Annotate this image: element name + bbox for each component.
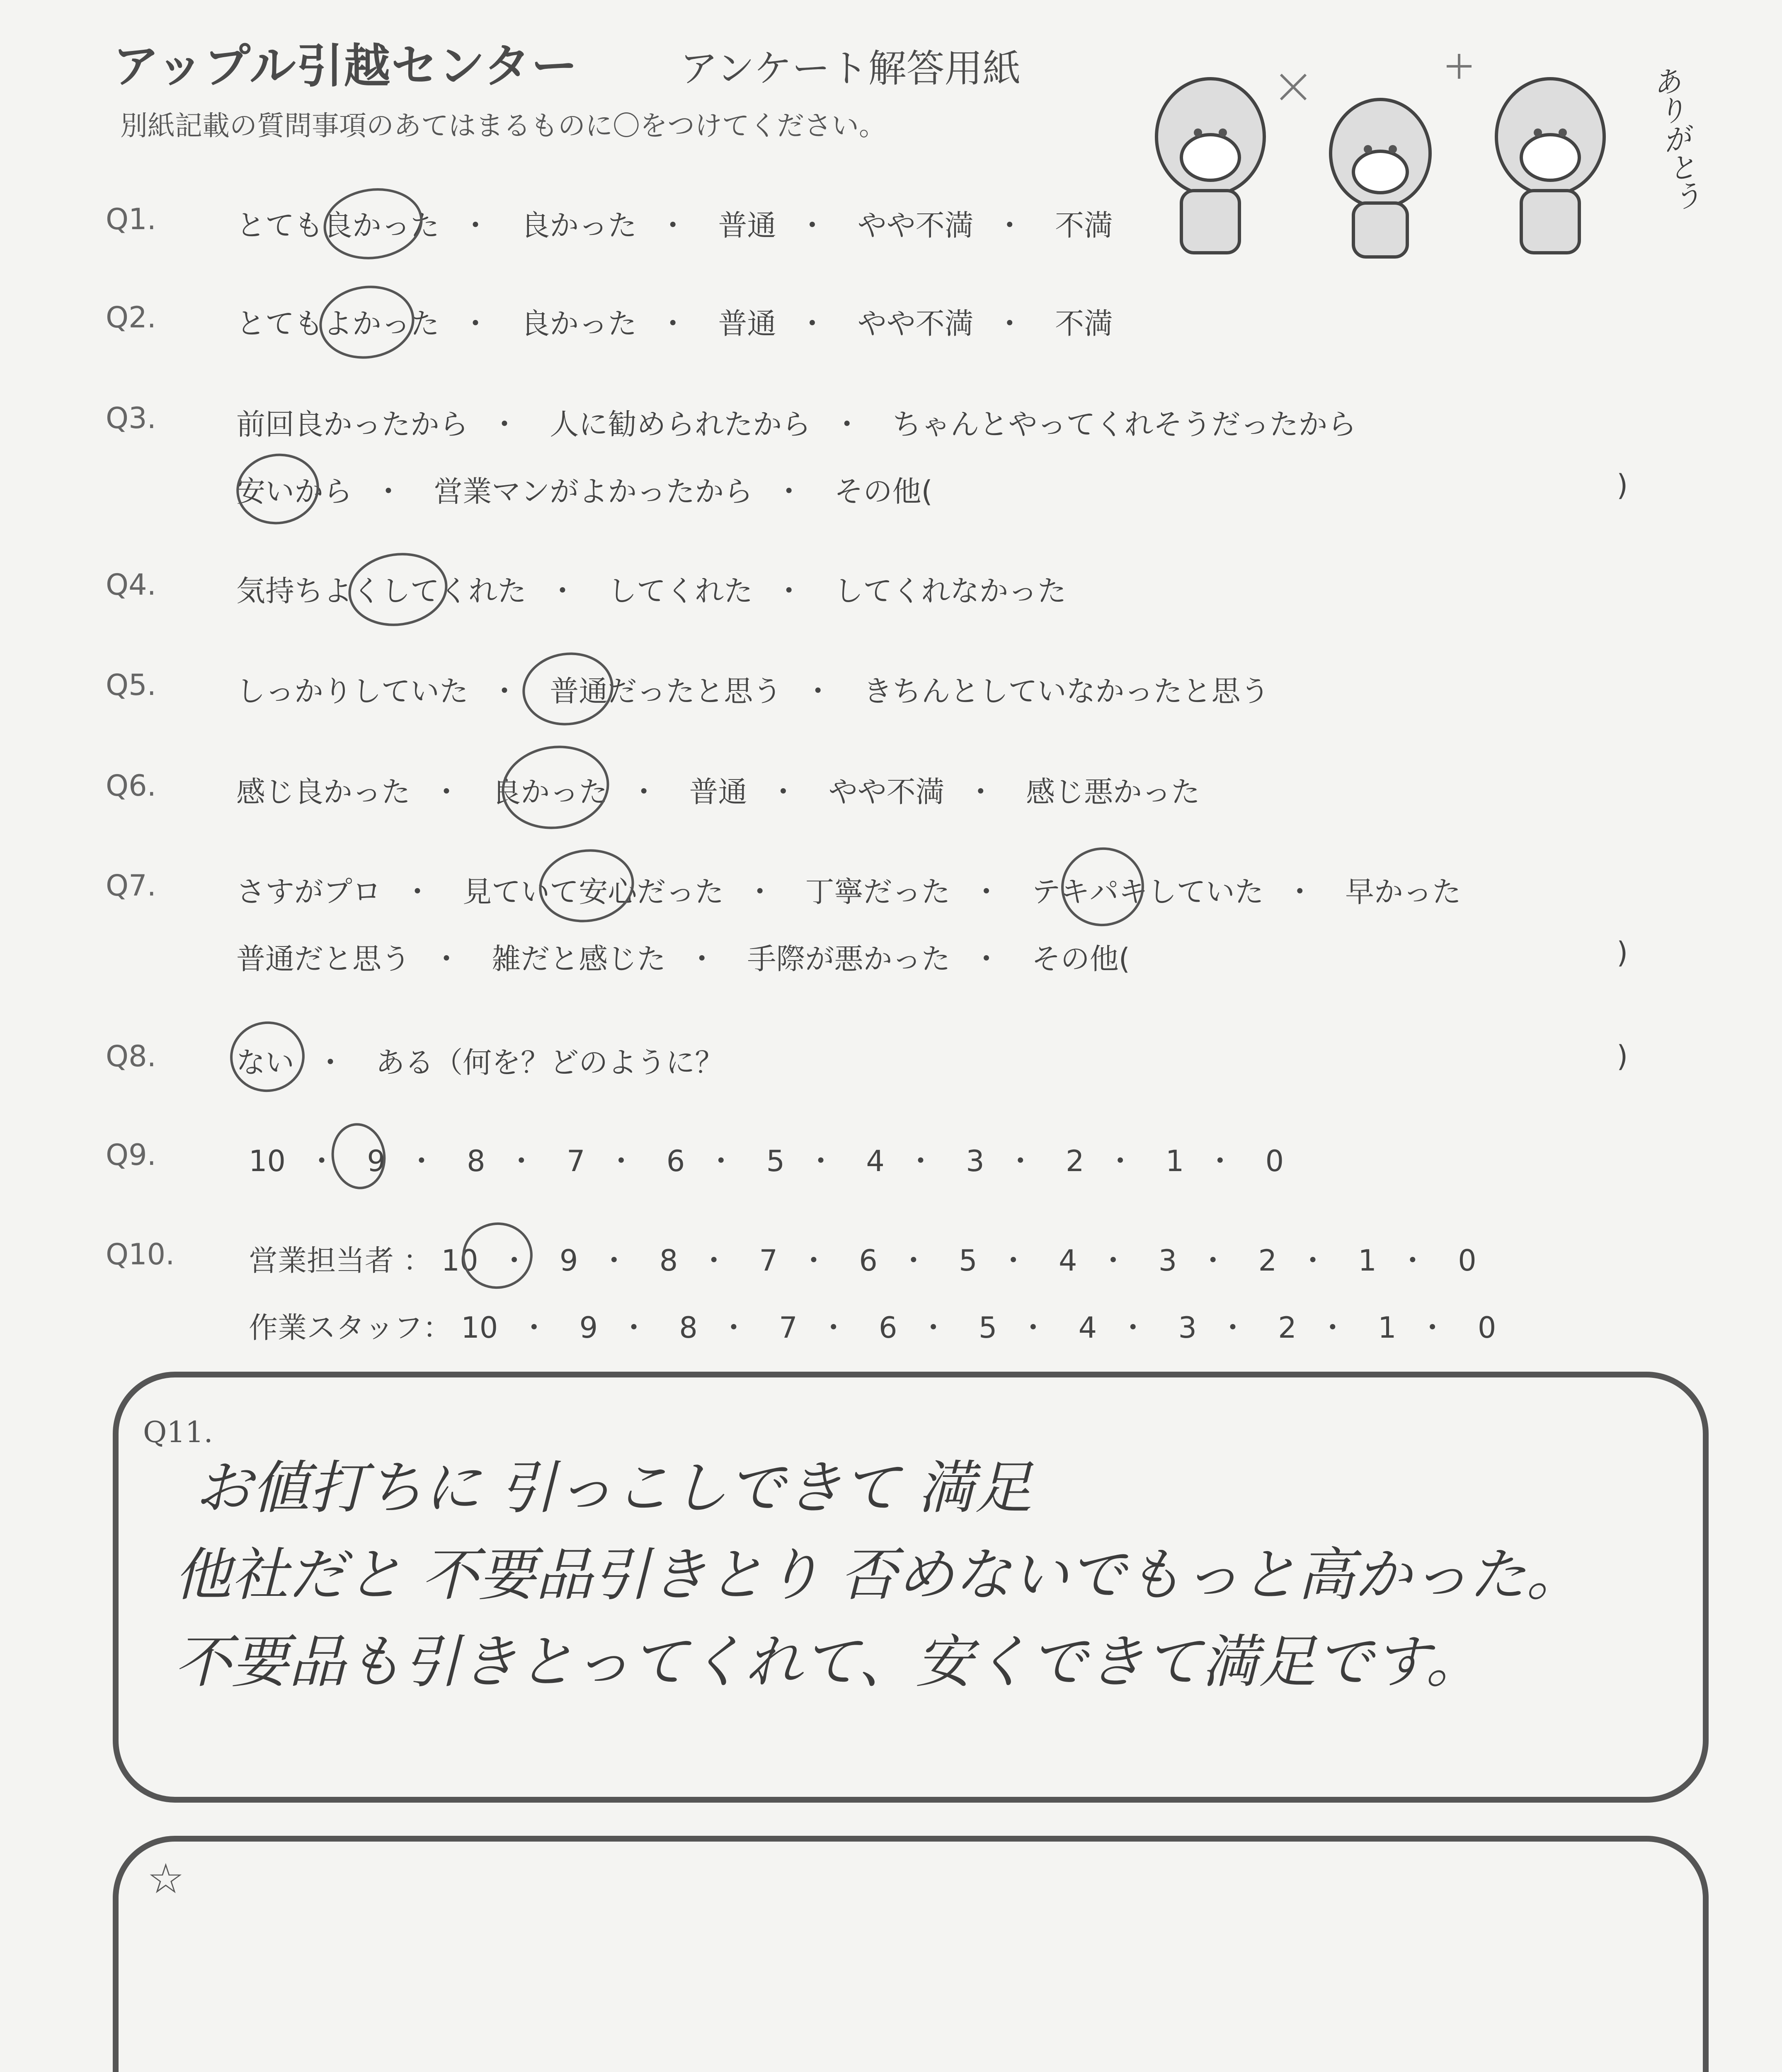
q9-option[interactable]: 5: [766, 1144, 785, 1178]
q7-option[interactable]: 見ていて安心だった: [463, 875, 724, 909]
q8-selection-circle: [225, 1017, 309, 1097]
q10-staff-option[interactable]: 2: [1278, 1311, 1297, 1345]
q3-selection-circle: [232, 448, 324, 530]
q9-option[interactable]: 7: [566, 1144, 585, 1178]
q10-sales-option[interactable]: 4: [1058, 1244, 1077, 1278]
q2-option[interactable]: やや不満: [857, 307, 974, 341]
q10-sales-option[interactable]: 10: [441, 1244, 478, 1278]
q11-comment-line: お値打ちに 引っこしできて 満足: [195, 1455, 1032, 1521]
star-icon: ☆: [147, 1854, 184, 1903]
q1-option[interactable]: 普通: [718, 208, 776, 242]
q6-option[interactable]: 良かった: [492, 775, 608, 809]
q10-staff-row: 作業スタッフ： 10 ・ 9 ・ 8 ・ 7 ・ 6 ・ 5 ・ 4 ・ 3 ・ 2 ・ 1 ・ 0: [249, 1311, 1496, 1345]
q5-label: Q5.: [106, 668, 156, 702]
q9-options: 10 ・ 9 ・ 8 ・ 7 ・ 6 ・ 5 ・ 4 ・ 3 ・ 2 ・ 1 ・ 0: [249, 1144, 1284, 1178]
q9-selection-circle: [327, 1120, 390, 1193]
q11-comment-line: 不要品も引きとってくれて、安くできて満足です。: [174, 1629, 1483, 1695]
q6-option[interactable]: 感じ悪かった: [1026, 775, 1200, 809]
q2-option[interactable]: 不満: [1055, 307, 1113, 341]
q10-staff-option[interactable]: 10: [461, 1311, 498, 1345]
q9-option[interactable]: 8: [467, 1144, 485, 1178]
q10-sales-option[interactable]: 0: [1458, 1244, 1477, 1278]
q10-staff-option[interactable]: 0: [1477, 1311, 1496, 1345]
q10-selection-circle: [458, 1218, 537, 1293]
q2-option[interactable]: 普通: [718, 307, 776, 341]
q7-label: Q7.: [106, 869, 156, 903]
q7-option[interactable]: テキパキしていた: [1031, 875, 1264, 909]
q10-staff-option[interactable]: 9: [579, 1311, 598, 1345]
q11-label: Q11.: [143, 1415, 213, 1449]
q1-label: Q1.: [106, 202, 156, 236]
q10-staff-option[interactable]: 7: [779, 1311, 798, 1345]
q3-option[interactable]: 安いから: [236, 474, 352, 508]
q6-options: 感じ良かった ・ 良かった ・ 普通 ・ やや不満 ・ 感じ悪かった: [236, 775, 1200, 809]
q6-option[interactable]: やや不満: [828, 775, 945, 809]
q10-sales-option[interactable]: 5: [959, 1244, 977, 1278]
q10-staff-option[interactable]: 5: [978, 1311, 997, 1345]
q1-option[interactable]: やや不満: [857, 208, 974, 242]
q6-selection-circle: [496, 739, 614, 836]
q1-selection-circle: [319, 182, 427, 266]
q9-option[interactable]: 1: [1165, 1144, 1184, 1178]
q8-label: Q8.: [106, 1039, 156, 1073]
q5-option[interactable]: きちんとしていなかったと思う: [863, 674, 1270, 708]
q5-option[interactable]: 普通だったと思う: [550, 674, 782, 708]
q8-option[interactable]: ない: [236, 1046, 294, 1080]
q9-label: Q9.: [106, 1138, 156, 1172]
q10-sales-option[interactable]: 6: [859, 1244, 878, 1278]
q9-option[interactable]: 9: [367, 1144, 385, 1178]
q7-close-paren: ): [1617, 936, 1628, 970]
star-comment-box[interactable]: [113, 1836, 1709, 2072]
q9-option[interactable]: 0: [1265, 1144, 1284, 1178]
q10-sales-option[interactable]: 1: [1358, 1244, 1377, 1278]
q10-staff-option[interactable]: 8: [679, 1311, 698, 1345]
q7-option[interactable]: 普通だと思う: [236, 942, 410, 976]
q10-sales-option[interactable]: 2: [1258, 1244, 1277, 1278]
q2-label: Q2.: [106, 300, 156, 334]
q6-label: Q6.: [106, 769, 156, 803]
q3-label: Q3.: [106, 401, 156, 435]
mascot-caption: ありがとう: [1645, 64, 1704, 213]
q2-options: とてもよかった ・ 良かった ・ 普通 ・ やや不満 ・ 不満: [236, 307, 1113, 341]
q10-sales-row: 営業担当者 ： 10 ・ 9 ・ 8 ・ 7 ・ 6 ・ 5 ・ 4 ・ 3 ・ 2 ・ 1 ・ 0: [249, 1244, 1477, 1278]
q7-option[interactable]: さすがプロ: [236, 875, 381, 909]
q7-option[interactable]: 丁寧だった: [805, 875, 950, 909]
q5-options: しっかりしていた ・ 普通だったと思う ・ きちんとしていなかったと思う: [236, 674, 1270, 708]
q7-options: さすがプロ ・ 見ていて安心だった ・ 丁寧だった ・ テキパキしていた ・ 早かった: [236, 875, 1462, 909]
q10-staff-option[interactable]: 4: [1078, 1311, 1097, 1345]
mascot-illustration: [1136, 29, 1700, 261]
q11-comment-line: 他社だと 不要品引きとり 否めないでもっと高かった。: [174, 1542, 1583, 1608]
q10-staff-option[interactable]: 6: [879, 1311, 897, 1345]
q4-options: 気持ちよくしてくれた ・ してくれた ・ してくれなかった: [236, 574, 1067, 608]
q6-option[interactable]: 普通: [689, 775, 747, 809]
q10-staff-option[interactable]: 1: [1378, 1311, 1397, 1345]
q4-selection-circle: [344, 547, 452, 632]
q7-option[interactable]: 手際が悪かった: [747, 942, 950, 976]
q5-option[interactable]: しっかりしていた: [236, 674, 468, 708]
company-title: アップル引越センター: [113, 39, 579, 93]
q9-option[interactable]: 6: [666, 1144, 685, 1178]
q9-option[interactable]: 10: [249, 1144, 286, 1178]
form-instruction: 別紙記載の質問事項のあてはまるものに〇をつけてください。: [120, 110, 886, 142]
q4-option[interactable]: してくれた: [608, 574, 753, 608]
q6-option[interactable]: 感じ良かった: [236, 775, 410, 809]
q7-option[interactable]: 早かった: [1345, 875, 1462, 909]
q10-label: Q10.: [106, 1237, 175, 1271]
q3-option[interactable]: 前回良かったから: [236, 407, 468, 441]
q10-sales-option[interactable]: 3: [1158, 1244, 1177, 1278]
q2-option[interactable]: 良かった: [521, 307, 637, 341]
q1-option[interactable]: とても良かった: [236, 208, 439, 242]
q1-option[interactable]: 不満: [1055, 208, 1113, 242]
q3-option-other[interactable]: その他(: [834, 474, 933, 508]
q2-option[interactable]: とてもよかった: [236, 307, 439, 341]
q7-option-other[interactable]: その他(: [1031, 942, 1130, 976]
q7-options-row2: 普通だと思う ・ 雑だと感じた ・ 手際が悪かった ・ その他(: [236, 942, 1130, 976]
q9-option[interactable]: 2: [1066, 1144, 1084, 1178]
q8-option-other[interactable]: ある（何を？どのように？: [376, 1046, 724, 1080]
q10-sales-option[interactable]: 9: [559, 1244, 578, 1278]
q2-selection-circle: [315, 280, 419, 365]
q3-option[interactable]: ちゃんとやってくれそうだったから: [892, 407, 1357, 441]
q10-sales-option[interactable]: 8: [659, 1244, 678, 1278]
q1-options: とても良かった ・ 良かった ・ 普通 ・ やや不満 ・ 不満: [236, 208, 1113, 242]
q3-options-row2: 安いから ・ 営業マンがよかったから ・ その他(: [236, 474, 933, 508]
q7-selection-circle-1: [534, 843, 639, 928]
q9-option[interactable]: 3: [966, 1144, 984, 1178]
q9-option[interactable]: 4: [866, 1144, 885, 1178]
q7-option[interactable]: 雑だと感じた: [492, 942, 666, 976]
q10-staff-label: 作業スタッフ：: [249, 1311, 452, 1345]
q10-staff-option[interactable]: 3: [1178, 1311, 1197, 1345]
q4-label: Q4.: [106, 568, 156, 602]
q10-sales-option[interactable]: 7: [759, 1244, 778, 1278]
q7-selection-circle-2: [1056, 842, 1149, 932]
q4-option[interactable]: 気持ちよくしてくれた: [236, 574, 526, 608]
q4-option[interactable]: してくれなかった: [834, 574, 1067, 608]
form-subtitle: アンケート解答用紙: [680, 46, 1021, 91]
q3-options: 前回良かったから ・ 人に勧められたから ・ ちゃんとやってくれそうだったから: [236, 407, 1357, 441]
q5-selection-circle: [518, 647, 618, 731]
q8-options: ない ・ ある（何を？どのように？: [236, 1046, 724, 1080]
q3-close-paren: ): [1617, 468, 1628, 502]
q10-sales-label: 営業担当者 ：: [249, 1244, 432, 1278]
q3-option[interactable]: 営業マンがよかったから: [434, 474, 753, 508]
q1-option[interactable]: 良かった: [521, 208, 637, 242]
q3-option[interactable]: 人に勧められたから: [550, 407, 811, 441]
q8-close-paren: ): [1617, 1039, 1628, 1073]
